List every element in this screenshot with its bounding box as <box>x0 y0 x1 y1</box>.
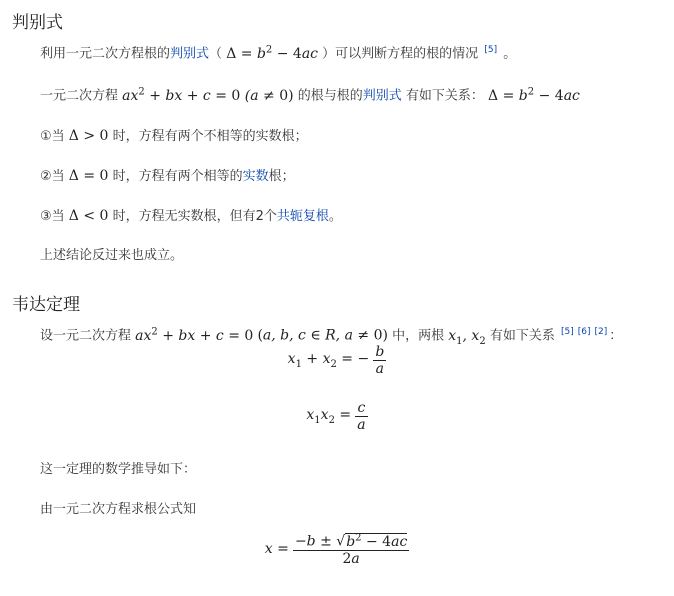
formula-product: $x_1x_2$ = $\frac{c}{a}$ <box>306 400 366 433</box>
text: 可以判断方程的根的情况 <box>335 46 479 62</box>
math-discriminant-2: $\Delta = b^2 - 4ac$ <box>488 86 580 104</box>
text: 时，方程无实数根，但有2个 <box>112 209 277 224</box>
math-condition: (a, b, c ∈ R, a ≠ 0) <box>257 327 388 344</box>
text: ） <box>322 46 336 62</box>
text: 。 <box>328 209 342 224</box>
formula-intro: 由一元二次方程求根公式知 <box>40 502 197 517</box>
text: 中，两根 <box>392 328 445 344</box>
link-discriminant[interactable]: 判别式 <box>170 46 210 62</box>
math-quadratic-2: $ax^2$ + bx + c = 0 <box>135 326 254 344</box>
text: 。 <box>503 46 517 62</box>
text: 利用一元二次方程根的 <box>40 46 171 62</box>
text: 一元二次方程 <box>40 88 119 104</box>
math-roots: $x_1$, $x_2$ <box>448 327 486 347</box>
case-positive <box>40 126 308 147</box>
citation-ref[interactable]: [6] <box>577 327 591 338</box>
section-heading-discriminant: 判别式 <box>12 13 63 33</box>
citation-ref[interactable]: [5] <box>561 327 574 338</box>
text: 的根与根的 <box>297 88 363 104</box>
case-negative <box>40 206 342 227</box>
text: （ <box>209 46 223 62</box>
citation-ref[interactable]: [5] <box>484 45 498 56</box>
formula-sum: $x_1 + x_2$ = − $\frac{b}{a}$ <box>287 344 385 377</box>
text: ①当 <box>40 129 65 144</box>
discriminant-relation <box>40 82 580 107</box>
formula-quadratic: x = $\frac{-b \pm √b^2 - 4ac}{2a}$ <box>264 532 408 567</box>
text: ②当 <box>40 169 65 184</box>
math-delta-gt-zero: Δ > 0 <box>68 128 109 144</box>
text: 设一元二次方程 <box>40 328 132 344</box>
math-quadratic: $ax^2$ + bx + c = 0 (a ≠ 0) <box>122 86 294 104</box>
section-heading-vieta: 韦达定理 <box>12 295 80 315</box>
text: 时，方程有两个相等的 <box>112 169 243 184</box>
text: 有如下关系： <box>405 88 484 104</box>
derivation-intro: 这一定理的数学推导如下： <box>40 462 197 477</box>
discriminant-intro <box>40 40 516 65</box>
text: ： <box>609 328 623 344</box>
text: ③当 <box>40 209 65 224</box>
converse-statement: 上述结论反过来也成立。 <box>40 248 184 263</box>
text: 根； <box>268 169 295 184</box>
text: 有如下关系 <box>489 328 555 344</box>
math-delta-eq-zero: Δ = 0 <box>68 168 109 184</box>
text: 时，方程有两个不相等的实数根； <box>112 129 308 144</box>
math-discriminant: $\Delta = b^2 - 4ac$ <box>226 44 319 62</box>
citation-ref[interactable]: [2] <box>594 327 608 338</box>
link-real-number[interactable]: 实数 <box>242 169 269 184</box>
link-discriminant-2[interactable]: 判别式 <box>362 88 402 104</box>
case-zero <box>40 166 295 187</box>
math-delta-lt-zero: Δ < 0 <box>68 208 109 224</box>
link-complex-conjugate[interactable]: 共轭复根 <box>276 209 329 224</box>
